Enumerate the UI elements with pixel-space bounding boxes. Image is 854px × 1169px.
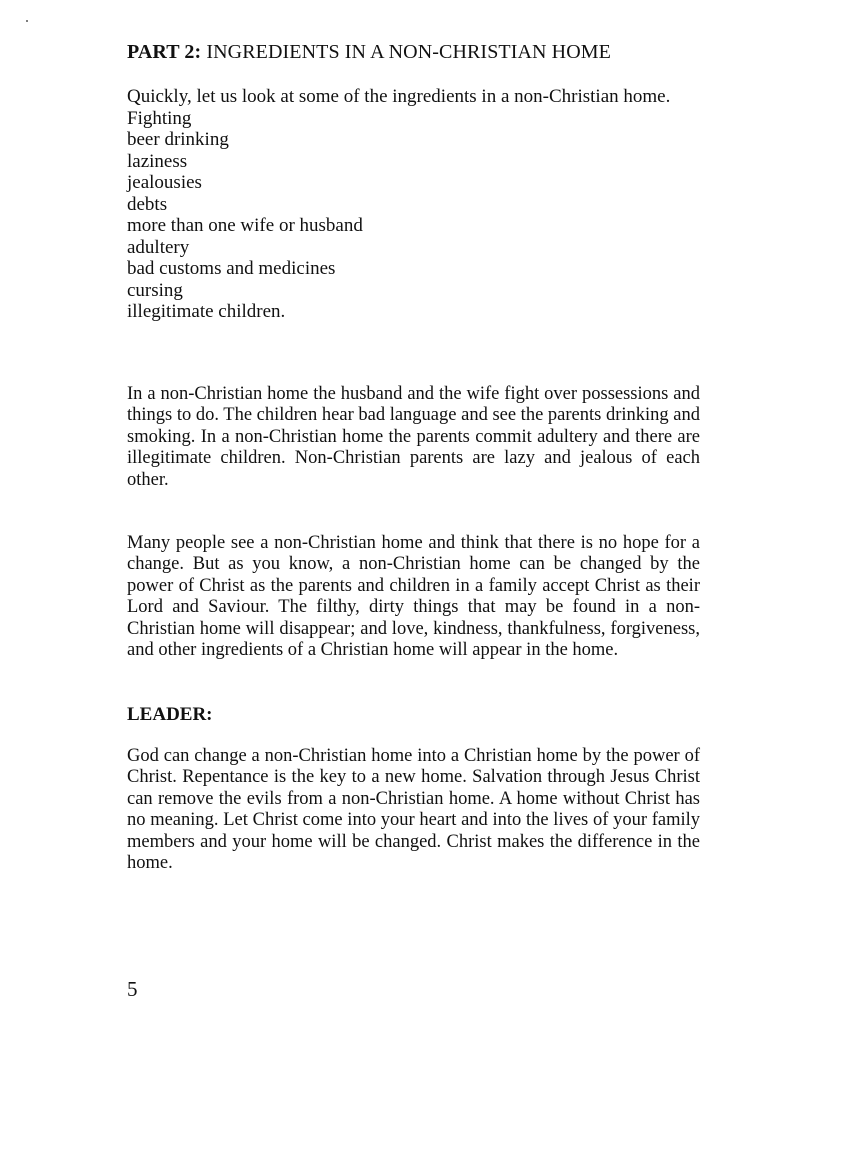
page-number: 5 [127,977,138,1001]
paragraph-hope-for-change: Many people see a non-Christian home and think that there is no hope for a change. But as you know, a non-Christian home can be changed by the power of Christ as the parents and children in a family accept Christ as their Lord and Saviour. The filthy, dirty things that may be found in a non-Christian home will disappear; and love, kindness, thankfulness, forgiveness, and other ingredients of a Christian home will appear in the home. [127,533,700,661]
scan-speck [26,20,28,22]
intro-block [127,86,707,323]
paragraph-non-christian-home: In a non-Christian home the husband and the wife fight over possessions and things to do. The children hear bad language and see the parents drinking and smoking. In a non-Christian home the parents commit adultery and there are illegitimate children. Non-Christian parents are lazy and jealous of each other. [127,384,700,490]
list-item: beer drinking [127,129,229,150]
list-item: illegitimate children. [127,301,286,322]
list-item: adultery [127,236,190,258]
leader-paragraph: God can change a non-Christian home into a Christian home by the power of Christ. Repentance is the key to a new home. Salvation through Jesus Christ can remove the evils from a non-Christian home. A home without Christ has no meaning. Let Christ come into your heart and into the lives of your family members and your home will be changed. Christ makes the difference in the home. [127,746,700,874]
section-heading-title: INGREDIENTS IN A NON-CHRISTIAN HOME [206,41,611,63]
list-item: bad customs and medicines [127,258,336,279]
list-item: debts [127,193,168,215]
list-item: Fighting [127,107,192,129]
leader-label: LEADER: [127,704,213,725]
ingredients-list [127,108,707,323]
list-item: more than one wife or husband [127,215,363,236]
section-heading [127,40,611,64]
list-item: laziness [127,150,188,172]
list-item: cursing [127,279,183,301]
list-item: jealousies [127,172,202,193]
section-heading-prefix: PART 2: [127,41,202,63]
intro-text: Quickly, let us look at some of the ingredients in a non-Christian home. [127,86,671,107]
